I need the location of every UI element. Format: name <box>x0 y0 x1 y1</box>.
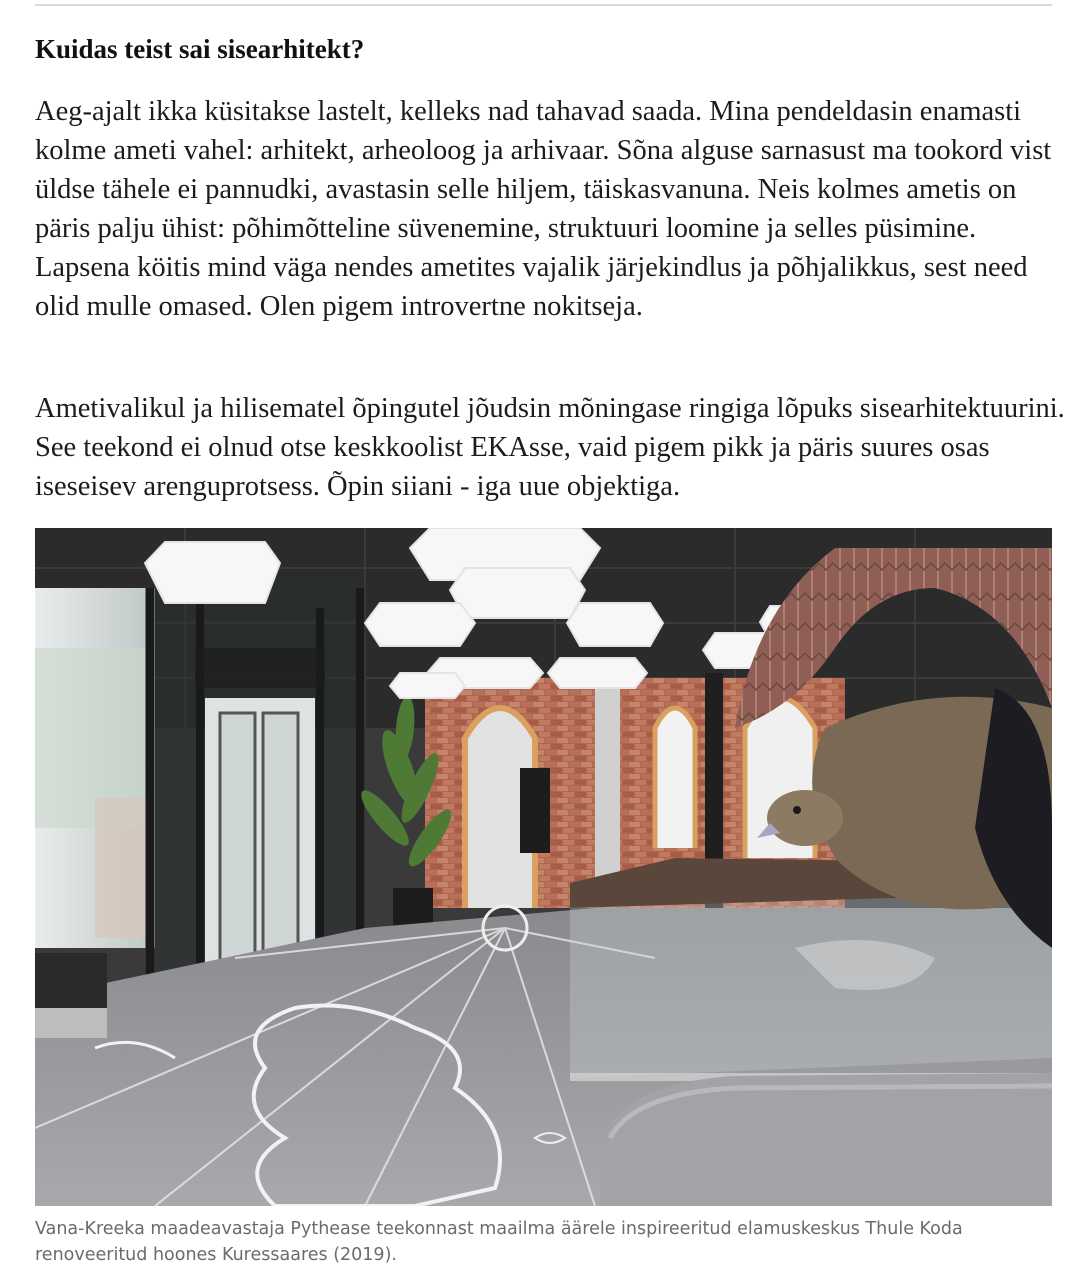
article-photo[interactable] <box>35 528 1052 1206</box>
photo-caption: Vana-Kreeka maadeavastaja Pythease teekonnast maailma äärele inspireeritud elamuskeskus Thule Koda renoveeritud hoones Kuressaares (2019). <box>35 1219 963 1265</box>
top-divider <box>35 4 1052 6</box>
paragraph-2: Ametivalikul ja hilisematel õpingutel jõudsin mõningase ringiga lõpuks sisearhitektuurini. See teekond ei olnud otse keskkoolist EKAsse, vaid pigem pikk ja päris suures osas iseseisev arenguprotsess. Õpin siiani - iga uue objektiga. <box>35 393 1065 502</box>
paragraph-1: Aeg-ajalt ikka küsitakse lastelt, kelleks nad tahavad saada. Mina pendeldasin enamasti kolme ameti vahel: arhitekt, arheoloog ja arhivaar. Sõna alguse sarnasust ma tookord vist üldse tähele ei pannudki, avastasin selle hiljem, täiskasvanuna. Neis kolmes ametis on päris palju ühist: põhimõtteline süvenemine, struktuuri loomine ja selles püsimine. Lapsena köitis mind väga nendes ametites vajalik järjekindlus ja põhjalikkus, sest need olid mulle omased. Olen pigem introvertne nokitseja. <box>35 96 1052 322</box>
section-heading: Kuidas teist sai sisearhitekt? <box>35 34 365 64</box>
